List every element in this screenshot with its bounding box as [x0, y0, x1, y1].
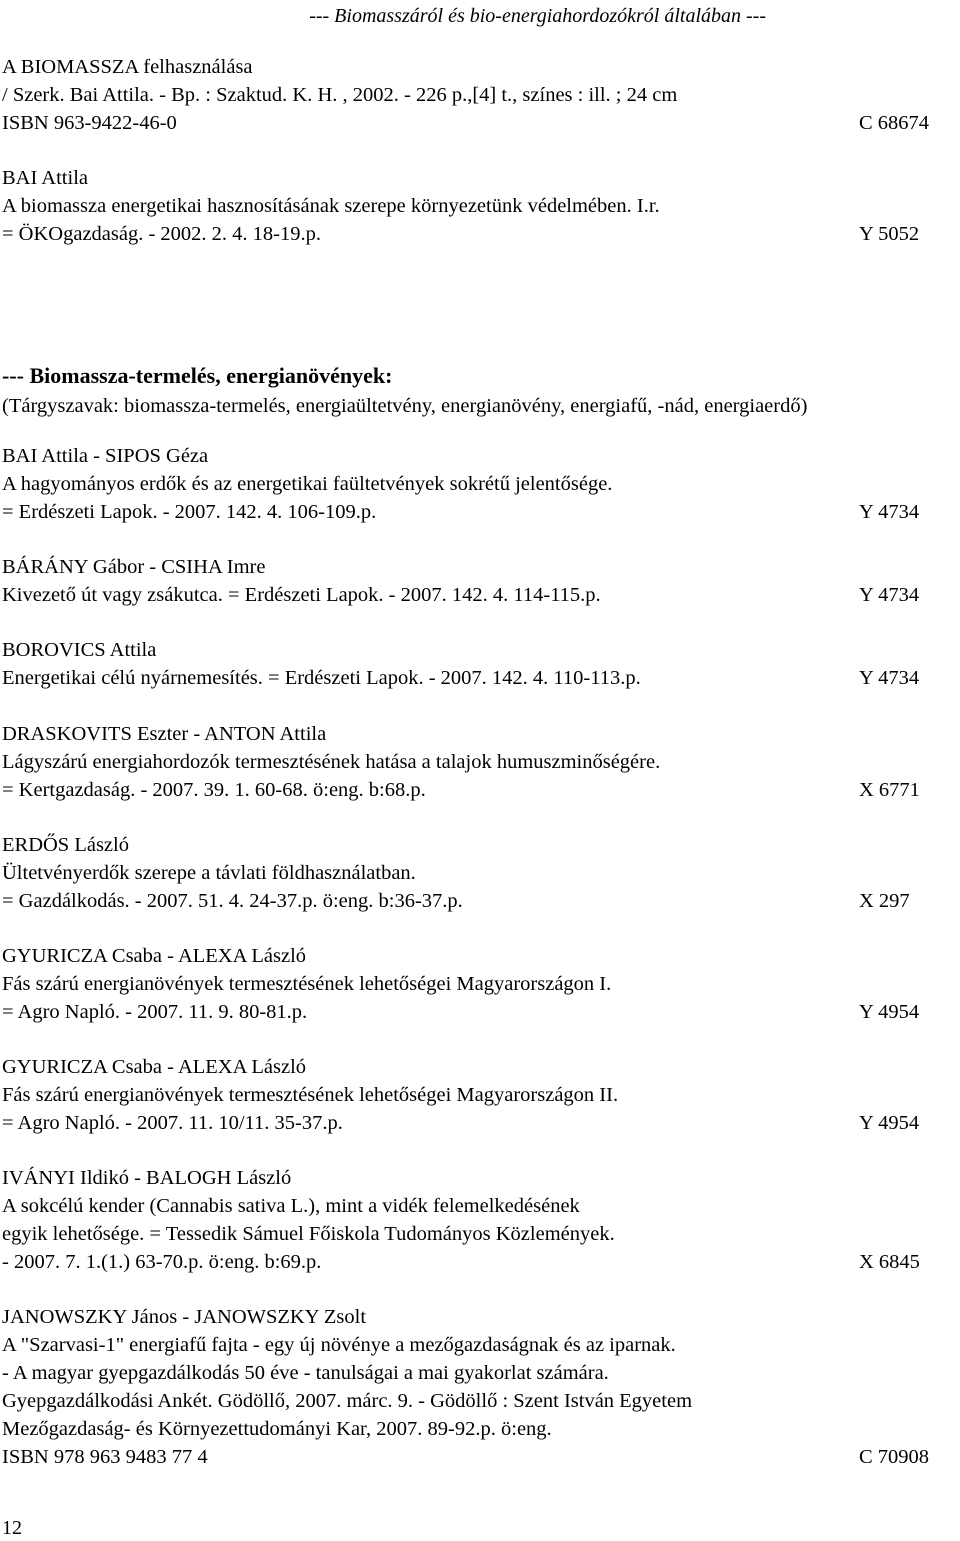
- entry-line-text: - 2007. 7. 1.(1.) 63-70.p. ö:eng. b:69.p.: [2, 1251, 322, 1274]
- entry-line: [2, 582, 947, 610]
- bibliography-entry: [2, 832, 947, 916]
- call-number: X 297: [859, 889, 910, 912]
- entry-line: [2, 1360, 947, 1388]
- entry-line: [2, 999, 947, 1027]
- entry-line: [2, 1193, 947, 1221]
- entry-line-text: = Agro Napló. - 2007. 11. 9. 80-81.p.: [2, 1000, 308, 1023]
- entry-line-text: ERDŐS László: [2, 833, 129, 856]
- bibliography-entry: [2, 165, 947, 249]
- entry-line-text: Ültetvényerdők szerepe a távlati földhasználatban.: [2, 861, 416, 884]
- entry-line-text: Energetikai célú nyárnemesítés. = Erdészeti Lapok. - 2007. 142. 4. 110-113.p.: [2, 667, 641, 690]
- entry-line-text: BOROVICS Attila: [2, 639, 157, 662]
- call-number: Y 5052: [859, 222, 920, 245]
- call-number: X 6845: [859, 1251, 920, 1274]
- entry-line-text: A biomassza energetikai hasznosításának szerepe környezetünk védelmében. I.r.: [2, 195, 660, 218]
- entry-line: [2, 1110, 947, 1138]
- entry-line: [2, 1165, 947, 1193]
- call-number: C 68674: [859, 111, 930, 134]
- call-number: Y 4734: [859, 667, 920, 690]
- call-number: Y 4954: [859, 1112, 920, 1135]
- section-biomass-production: [2, 360, 947, 1499]
- entry-line: [2, 1444, 947, 1472]
- entry-line-text: A hagyományos erdők és az energetikai faültetvények sokrétű jelentősége.: [2, 472, 613, 495]
- call-number: X 6771: [859, 778, 920, 801]
- section-general: [2, 54, 947, 276]
- entry-line-text: JANOWSZKY János - JANOWSZKY Zsolt: [2, 1306, 367, 1329]
- bibliography-entry: [2, 1304, 947, 1471]
- entry-line: [2, 499, 947, 527]
- entry-line: [2, 443, 947, 471]
- entry-line: [2, 221, 947, 249]
- entry-line: [2, 1388, 947, 1416]
- entry-line-text: A BIOMASSZA felhasználása: [2, 56, 253, 78]
- entry-line: [2, 971, 947, 999]
- entry-line: [2, 110, 947, 138]
- bibliography-entry: [2, 54, 947, 138]
- entry-line-text: Fás szárú energianövények termesztésének lehetőségei Magyarországon II.: [2, 1084, 619, 1107]
- entry-line-text: Fás szárú energianövények termesztésének lehetőségei Magyarországon I.: [2, 972, 612, 995]
- entry-line: [2, 1054, 947, 1082]
- entry-line-text: ISBN 978 963 9483 77 4: [2, 1445, 208, 1468]
- entry-line: [2, 193, 947, 221]
- bibliography-entry: [2, 554, 947, 610]
- entry-line: [2, 888, 947, 916]
- bibliography-entry: [2, 943, 947, 1027]
- entry-line-text: = ÖKOgazdaság. - 2002. 2. 4. 18-19.p.: [2, 222, 322, 245]
- entry-line: [2, 721, 947, 749]
- entry-line-text: = Erdészeti Lapok. - 2007. 142. 4. 106-109.p.: [2, 500, 377, 523]
- entry-line-text: GYURICZA Csaba - ALEXA László: [2, 1056, 307, 1079]
- entry-line-text: IVÁNYI Ildikó - BALOGH László: [2, 1167, 292, 1190]
- entry-line: [2, 1082, 947, 1110]
- call-number: Y 4734: [859, 584, 920, 607]
- entry-line: [2, 165, 947, 193]
- entry-line: [2, 1221, 947, 1249]
- bibliography-entry: [2, 637, 947, 693]
- bibliography-entry: [2, 721, 947, 805]
- entry-line-text: Lágyszárú energiahordozók termesztésének hatása a talajok humuszminőségére.: [2, 750, 661, 773]
- bibliography-entry: [2, 443, 947, 527]
- bibliography-entry: [2, 1054, 947, 1138]
- entry-line: [2, 554, 947, 582]
- entry-line-text: BÁRÁNY Gábor - CSIHA Imre: [2, 556, 266, 579]
- entry-line-text: Kivezető út vagy zsákutca. = Erdészeti Lapok. - 2007. 142. 4. 114-115.p.: [2, 584, 601, 607]
- entry-line: [2, 1416, 947, 1444]
- entry-line: [2, 860, 947, 888]
- call-number: C 70908: [859, 1445, 930, 1468]
- entry-line-text: / Szerk. Bai Attila. - Bp. : Szaktud. K. H. , 2002. - 226 p.,[4] t., színes : ill. ; 24 cm: [2, 83, 678, 106]
- page-header: --- Biomasszáról és bio-energiahordozókról általában ---: [309, 5, 766, 27]
- entry-line: [2, 471, 947, 499]
- page-number: 12: [2, 1517, 22, 1539]
- entry-line-text: = Gazdálkodás. - 2007. 51. 4. 24-37.p. ö:eng. b:36-37.p.: [2, 889, 463, 912]
- entry-line: [2, 54, 947, 82]
- entry-line: [2, 832, 947, 860]
- entry-line: [2, 665, 947, 693]
- entry-line-text: = Agro Napló. - 2007. 11. 10/11. 35-37.p.: [2, 1112, 343, 1135]
- call-number: Y 4954: [859, 1000, 920, 1023]
- entry-line-text: ISBN 963-9422-46-0: [2, 111, 177, 134]
- entry-line: [2, 637, 947, 665]
- entry-line: [2, 1304, 947, 1332]
- entry-line: [2, 943, 947, 971]
- entry-line: [2, 1249, 947, 1277]
- bibliography-entry: [2, 1165, 947, 1277]
- entry-line-text: egyik lehetősége. = Tessedik Sámuel Főiskola Tudományos Közlemények.: [2, 1223, 615, 1246]
- entry-line-text: A sokcélú kender (Cannabis sativa L.), mint a vidék felemelkedésének: [2, 1195, 580, 1218]
- entry-line-text: BAI Attila - SIPOS Géza: [2, 445, 209, 467]
- entry-line: [2, 749, 947, 777]
- section-title: --- Biomassza-termelés, energianövények:: [2, 363, 393, 388]
- entry-line-text: BAI Attila: [2, 167, 88, 190]
- entry-list: [2, 443, 947, 1472]
- call-number: Y 4734: [859, 500, 920, 523]
- entry-line-text: - A magyar gyepgazdálkodás 50 éve - tanulságai a mai gyakorlat számára.: [2, 1362, 609, 1385]
- entry-line-text: Gyepgazdálkodási Ankét. Gödöllő, 2007. márc. 9. - Gödöllő : Szent István Egyetem: [2, 1390, 693, 1413]
- entry-line: [2, 777, 947, 805]
- entry-line-text: DRASKOVITS Eszter - ANTON Attila: [2, 722, 327, 745]
- entry-line-text: Mezőgazdaság- és Környezettudományi Kar, 2007. 89-92.p. ö:eng.: [2, 1418, 552, 1441]
- entry-line-text: = Kertgazdaság. - 2007. 39. 1. 60-68. ö:eng. b:68.p.: [2, 778, 426, 801]
- entry-line-text: GYURICZA Csaba - ALEXA László: [2, 945, 307, 968]
- entry-line: [2, 1332, 947, 1360]
- entry-line: [2, 82, 947, 110]
- section-keywords: (Tárgyszavak: biomassza-termelés, energiaültetvény, energianövény, energiafű, -nád, energiaerdő): [2, 395, 808, 417]
- entry-line-text: A "Szarvasi-1" energiafű fajta - egy új növénye a mezőgazdaságnak és az iparnak.: [2, 1334, 676, 1357]
